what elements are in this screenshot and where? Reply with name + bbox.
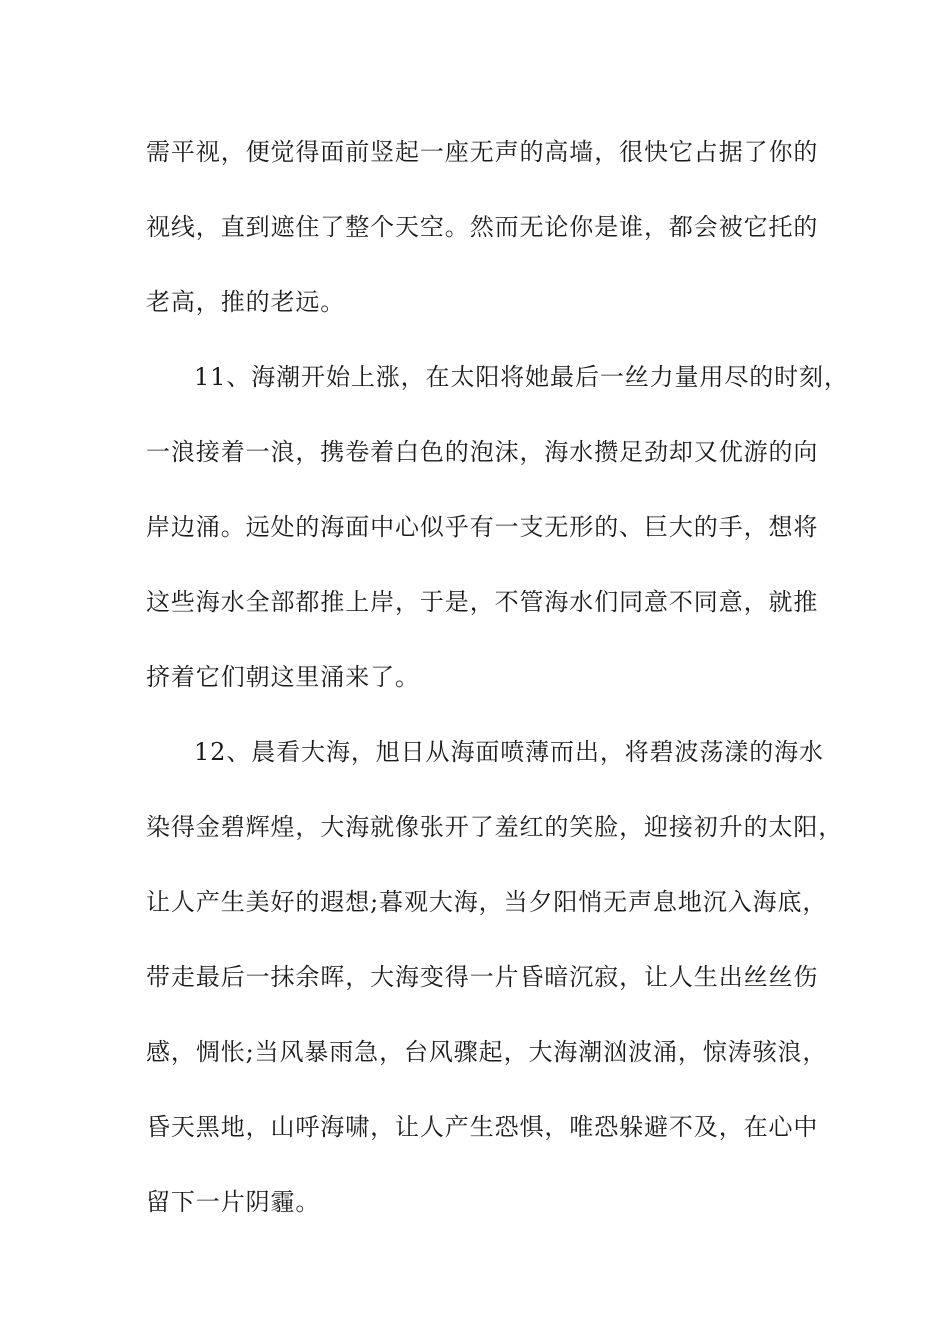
text-line: 带走最后一抹余晖，大海变得一片昏暗沉寂，让人生出丝丝伤 <box>146 963 819 991</box>
text-line: 挤着它们朝这里涌来了。 <box>146 663 420 691</box>
text-line: 老高，推的老远。 <box>146 288 346 316</box>
text-line: 视线，直到遮住了整个天空。然而无论你是谁，都会被它托的 <box>146 213 819 241</box>
text-line: 昏天黑地，山呼海啸，让人产生恐惧，唯恐躲避不及，在心中 <box>146 1113 819 1141</box>
text-line: 一浪接着一浪，携卷着白色的泡沫，海水攒足劲却又优游的向 <box>146 438 819 466</box>
text-line: 这些海水全部都推上岸，于是，不管海水们同意不同意，就推 <box>146 588 819 616</box>
text-line: 需平视，便觉得面前竖起一座无声的高墙，很快它占据了你的 <box>146 138 819 166</box>
text-line: 留下一片阴霾。 <box>146 1188 321 1216</box>
paragraph-11-first-line: 11、海潮开始上涨，在太阳将她最后一丝力量用尽的时刻， <box>194 363 849 391</box>
text-line: 让人产生美好的遐想;暮观大海，当夕阳悄无声息地沉入海底， <box>146 888 828 916</box>
paragraph-12-first-line: 12、晨看大海，旭日从海面喷薄而出，将碧波荡漾的海水 <box>194 738 824 766</box>
text-line: 岸边涌。远处的海面中心似乎有一支无形的、巨大的手，想将 <box>146 513 819 541</box>
text-line: 染得金碧辉煌，大海就像张开了羞红的笑脸，迎接初升的太阳， <box>146 813 844 841</box>
text-line: 感，惆怅;当风暴雨急，台风骤起，大海潮汹波涌，惊涛骇浪， <box>146 1038 828 1066</box>
